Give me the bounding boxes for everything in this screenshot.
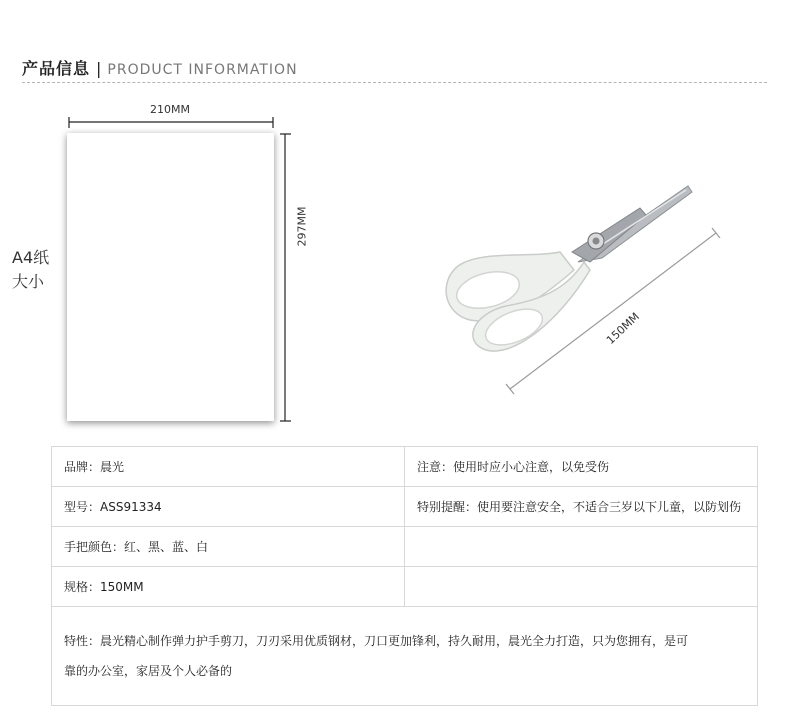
spec-warning: 特别提醒：使用要注意安全，不适合三岁以下儿童，以防划伤 [405,487,758,527]
a4-label-line2: 大小 [12,272,45,291]
a4-label-line1: A4纸 [12,248,50,267]
paper-width-dimension-line [69,117,273,128]
spec-row [52,567,758,607]
section-title-en: PRODUCT INFORMATION [107,62,298,78]
spec-empty-cell [405,527,758,567]
title-separator: | [96,59,102,78]
spec-features [52,607,758,706]
spec-features-line2: 靠的办公室，家居及个人必备的 [64,664,233,678]
spec-features-line1: 特性：晨光精心制作弹力护手剪刀，刀刃采用优质钢材，刀口更加锋利，持久耐用，晨光全力打造，只为您拥有，是可 [64,634,689,648]
spec-row [52,527,758,567]
spec-row [52,447,758,487]
section-title-cn: 产品信息 [22,59,91,78]
spec-empty-cell [405,567,758,607]
spec-row [52,607,758,706]
spec-row [52,487,758,527]
spec-handle-colors: 手把颜色：红、黑、蓝、白 [52,527,405,567]
spec-table [51,446,758,706]
spec-brand: 品牌：晨光 [52,447,405,487]
paper-height-dimension-line [280,134,291,421]
scissors-length-label: 150MM [603,310,643,347]
spec-notice: 注意：使用时应小心注意，以免受伤 [405,447,758,487]
scissors-image [446,186,692,352]
paper-width-label: 210MM [150,103,190,116]
spec-size: 规格：150MM [52,567,405,607]
paper-height-label: 297MM [295,206,309,247]
spec-model: 型号：ASS91334 [52,487,405,527]
